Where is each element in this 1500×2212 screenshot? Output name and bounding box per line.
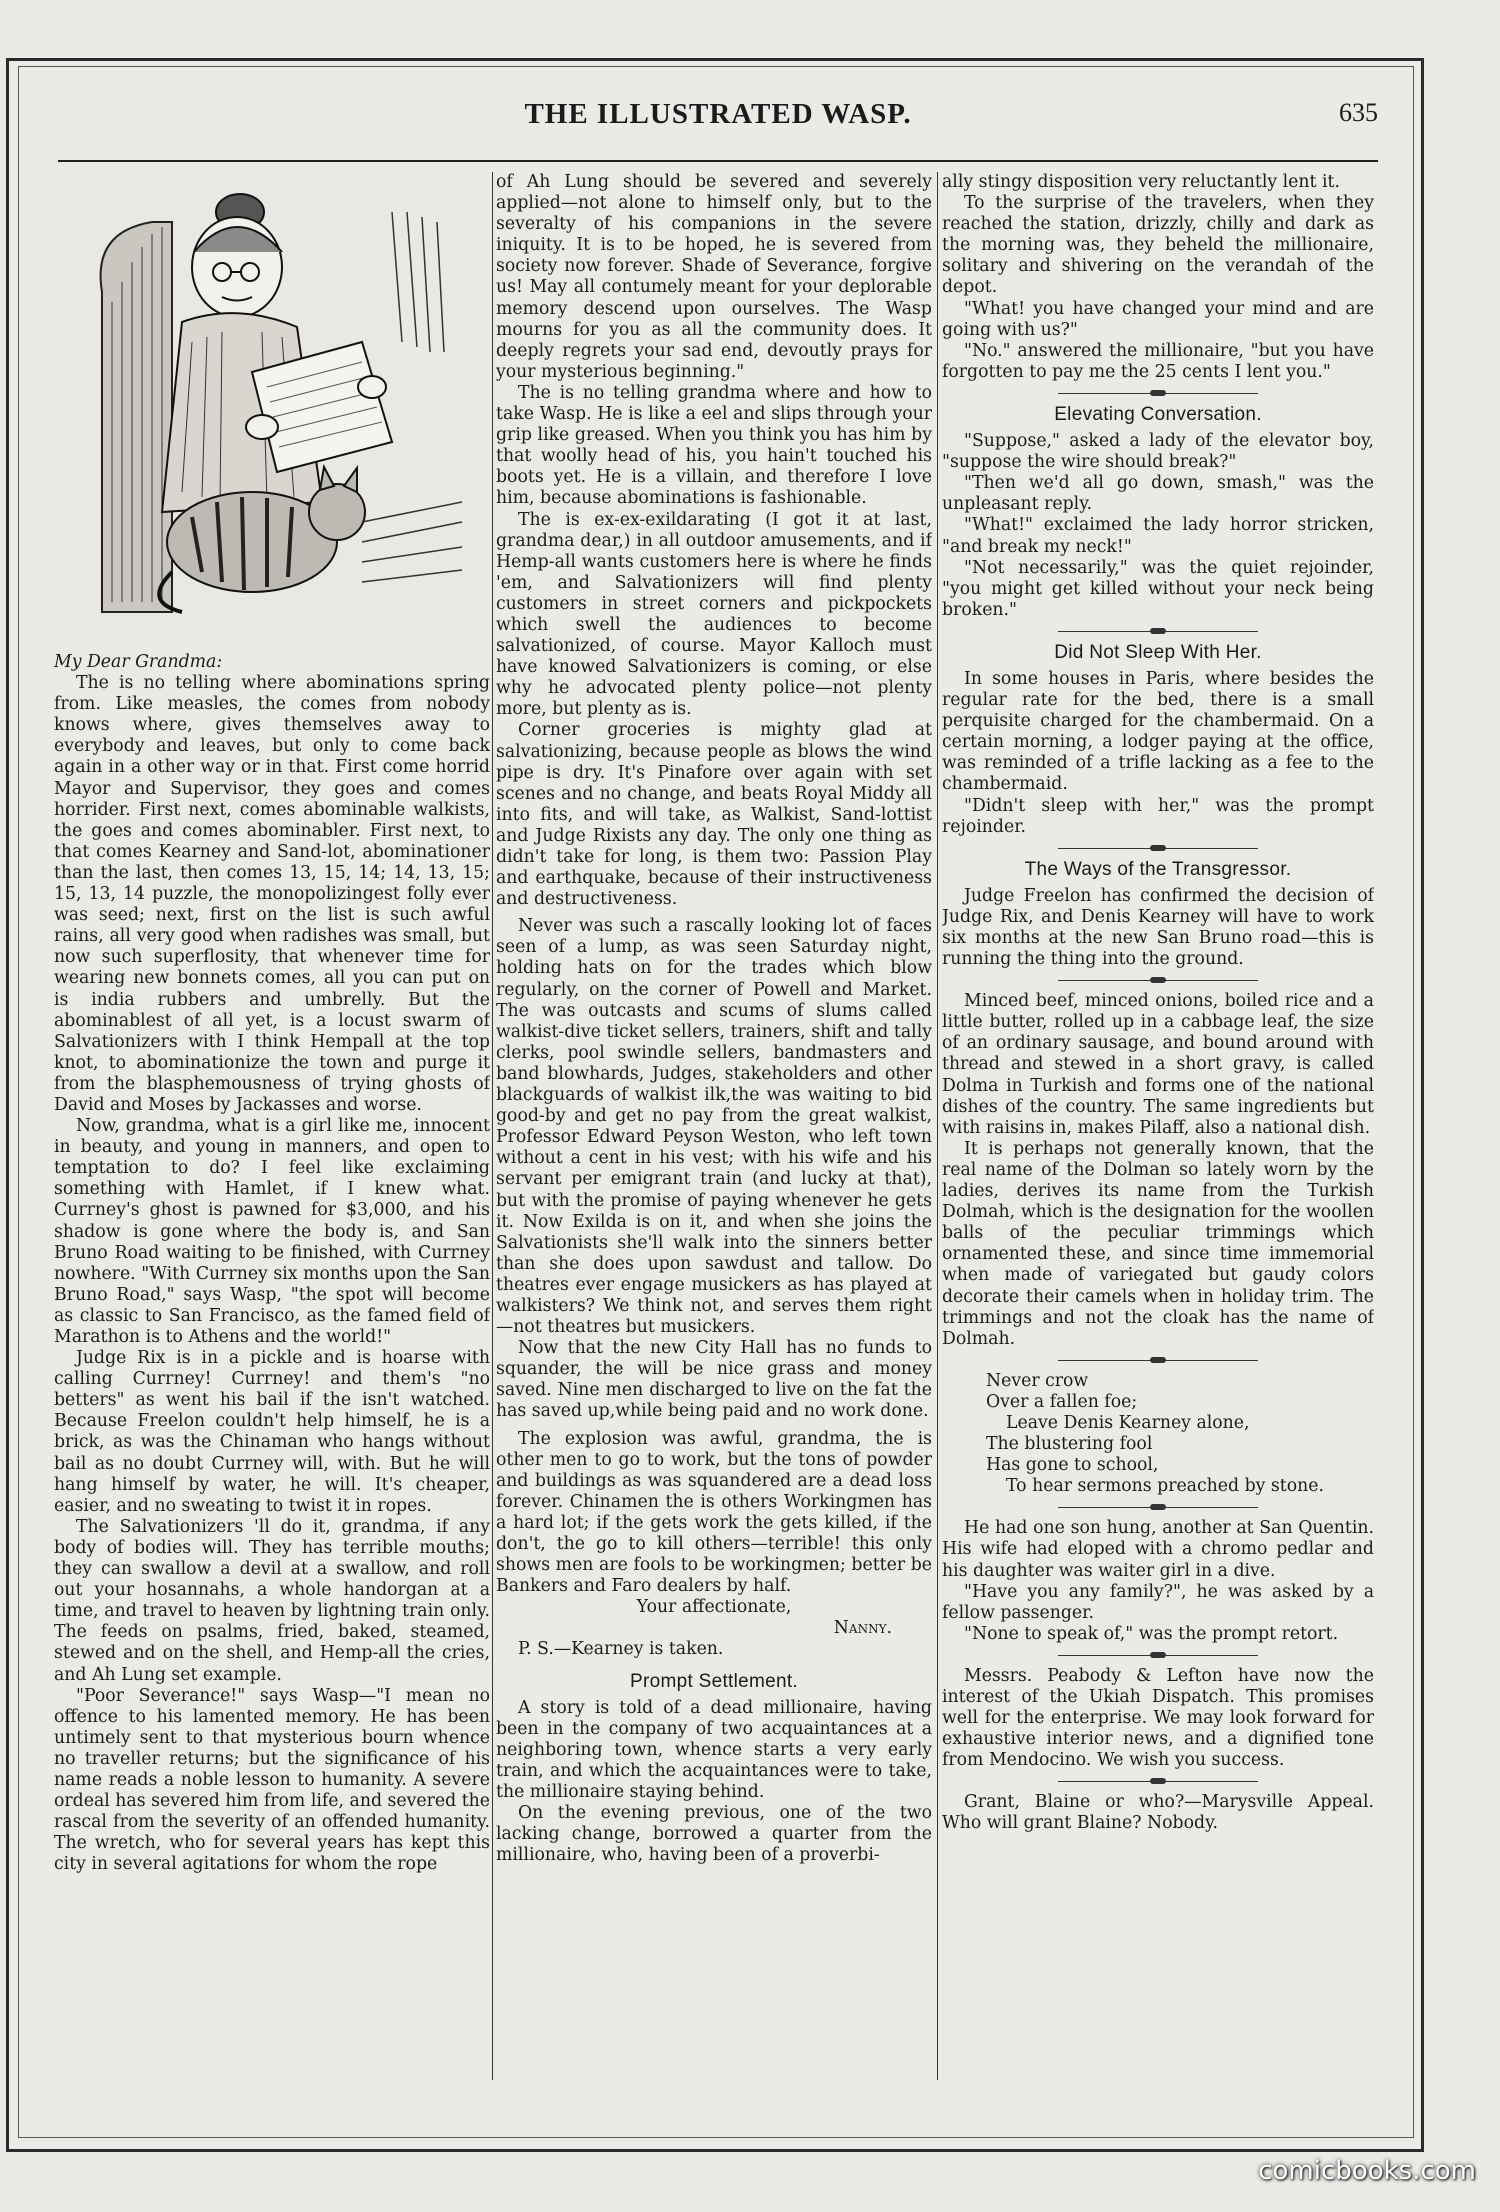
article-paragraph: "What!" exclaimed the lady horror stricken, "and break my neck!"	[942, 515, 1374, 557]
article-paragraph: The explosion was awful, grandma, the is other men to go to work, but the tons of powder and buildings as was squandered are a dead loss forever. Chinamen the is others Workingmen has a hard lot; if the gets work the gets killed, if the don't, the go to kill others—terrible! this only shows men are fools to be workingmen; better be Bankers and Faro dealers by half.	[496, 1428, 932, 1597]
publication-title: THE ILLUSTRATED WASP.	[524, 98, 912, 130]
article-paragraph: "Poor Severance!" says Wasp—"I mean no offence to his lamented memory. He has been untimely sent to that mysterious bourn whence no traveller returns; but the significance of his name reads a noble lesson to humanity. A severe ordeal has severed him from life, and severed the rascal from the severity of an offended humanity. The wretch, who for several years has kept this city in several agitations for whom the rope	[54, 1685, 490, 1875]
section-divider	[1058, 1655, 1258, 1656]
column-rule-2	[937, 172, 938, 2080]
column-1	[54, 172, 490, 2072]
section-heading-elevating: Elevating Conversation.	[1054, 403, 1262, 425]
article-paragraph: Now, grandma, what is a girl like me, innocent in beauty, and young in manners, and open to temptation to do? I feel like exclaiming something with Hamlet, if I knew what. Currney's ghost is pawned for $3,000, and his shadow is gone where the body is, and San Bruno Road waiting to be finished, with Currney nowhere. "With Currney six months upon the San Bruno Road," says Wasp, "the spot will become as classic to San Francisco, as the famed field of Marathon is to Athens and the world!"	[54, 1116, 490, 1347]
article-paragraph: Judge Rix is in a pickle and is hoarse with calling Currney! Currney! and them's "no betters" as went his bail if the isn't watched. Because Freelon couldn't help himself, he is a brick, as was the Chinaman who hangs without bail as no doubt Currney will, with. But he will hang himself by water, he will. It's cheaper, easier, and no sweating to twist it in ropes.	[54, 1348, 490, 1516]
section-divider	[1058, 980, 1258, 981]
section-heading-transgressor: The Ways of the Transgressor.	[1024, 858, 1292, 880]
column-3	[942, 172, 1374, 2072]
article-paragraph: "Suppose," asked a lady of the elevator boy, "suppose the wire should break?"	[942, 431, 1374, 473]
article-paragraph: He had one son hung, another at San Quentin. His wife had eloped with a chromo pedlar and his daughter was waiter girl in a dive.	[942, 1518, 1374, 1581]
grandma-reading-with-cat-engraving	[62, 172, 482, 642]
poem-line: Over a fallen foe;	[986, 1391, 1138, 1412]
article-paragraph: It is perhaps not generally known, that the real name of the Dolman so lately worn by the ladies, derives its name from the Turkish Dolmah, which is the designation for the woollen balls of the peculiar trimmings which ornamented these, and since time immemorial when made of variegated but gaudy colors decorate their camels when in holiday trim. The trimmings and not the cloak has the name of Dolmah.	[942, 1138, 1374, 1349]
section-divider	[1058, 1360, 1258, 1361]
letter-closing: Your affectionate,	[636, 1597, 792, 1618]
section-divider	[1058, 393, 1258, 394]
poem-line: To hear sermons preached by stone.	[1006, 1476, 1324, 1497]
article-paragraph: The is no telling grandma where and how to take Wasp. He is like a eel and slips through your grip like greased. When you think you has him by that woolly head of his, you hain't touched his boots yet. He is a villain, and therefore I love him, because abominations is fashionable.	[496, 382, 932, 509]
column-rule-1	[492, 172, 493, 2080]
article-paragraph: "No." answered the millionaire, "but you have forgotten to pay me the 25 cents I lent you."	[942, 340, 1374, 382]
article-paragraph: ally stingy disposition very reluctantly lent it.	[942, 172, 1340, 192]
article-paragraph: On the evening previous, one of the two lacking change, borrowed a quarter from the millionaire, who, having been of a proverbi-	[496, 1803, 932, 1866]
column-2	[496, 172, 932, 2072]
watermark: comicbooks.com	[1258, 2156, 1476, 2186]
article-paragraph: "None to speak of," was the prompt retort.	[964, 1623, 1339, 1644]
page-number: 635	[1339, 98, 1378, 127]
article-paragraph: Now that the new City Hall has no funds to squander, the will be nice grass and money saved. Nine men discharged to live on the fat the has saved up,while being paid and no work done.	[496, 1338, 932, 1422]
section-divider	[1058, 1507, 1258, 1508]
section-heading-prompt-settlement: Prompt Settlement.	[629, 1670, 799, 1692]
article-paragraph: In some houses in Paris, where besides the regular rate for the bed, there is a small perquisite charged for the chambermaid. On a certain morning, a lodger paying at the office, was reminded of a trifle lacking as a fee to the chambermaid.	[942, 668, 1374, 795]
article-paragraph: The is ex-ex-exildarating (I got it at last, grandma dear,) in all outdoor amusements, and if Hemp-all wants customers here is where he finds 'em, and Salvationizers will find plenty customers in street corners and pickpockets which swell the audiences to become salvationized, of course. Mayor Kalloch must have knowed Salvationizers is coming, or else why he advocated plenty police—not plenty more, but plenty as is.	[496, 509, 932, 720]
poem	[942, 1371, 1374, 1498]
article-paragraph: of Ah Lung should be severed and severely applied—not alone to himself only, but to the severalty of his companions in the severe iniquity. It is to be hoped, he is severed from society now forever. Shade of Severance, forgive us! May all contumely meant for your deplorable memory descend upon ourselves. The Wasp mourns for you as all the community does. It deeply regrets your sad end, devoutly prays for your mysterious beginning."	[496, 172, 932, 382]
article-paragraph: Never was such a rascally looking lot of faces seen of a lump, as was seen Saturday night, holding hats on for the trades which blow regularly, on the corner of Powell and Market. The was outcasts and scums of slums called walkist-dive ticket sellers, trainers, shift and tally clerks, pool swindle sellers, bandmasters and band blowhards, Judges, stakeholders and other blackguards of walkist ilk,the was waiting to bid good-by and get no pay from the great walkist, Professor Edward Peyson Weston, who left town without a cent in his vest; with his wife and his servant per emigrant train (and lucky at that), but with the promise of paying whenever he gets it. Now Exilda is on it, and when she joins the Salvationists she'll walk into the sinners better than she does upon sawdust and tallow. Do theatres ever engage musickers as has played at walkisters? We think not, and serves them right —not theatres but musickers.	[496, 916, 932, 1338]
section-divider	[1058, 631, 1258, 632]
page-header	[58, 98, 1378, 144]
article-paragraph: A story is told of a dead millionaire, having been in the company of two acquaintances at a neighboring town, whence starts a very early train, and which the acquaintances were to take, the millionaire staying behind.	[496, 1697, 932, 1803]
postscript: P. S.—Kearney is taken.	[518, 1639, 724, 1660]
article-paragraph: Minced beef, minced onions, boiled rice and a little butter, rolled up in a cabbage leaf, the size of an ordinary sausage, and bound around with thread and stewed in a short gravy, is called Dolma in Turkish and forms one of the national dishes of the country. The same ingredients but with raisins in, makes Pilaff, also a national dish.	[942, 991, 1374, 1138]
article-paragraph: "Have you any family?", he was asked by a fellow passenger.	[942, 1581, 1374, 1623]
poem-line: Has gone to school,	[986, 1455, 1159, 1476]
section-heading-sleep: Did Not Sleep With Her.	[1054, 641, 1262, 663]
section-divider	[1058, 1781, 1258, 1782]
article-paragraph: Corner groceries is mighty glad at salvationizing, because people as blows the wind pipe is dry. It's Pinafore over again with set scenes and no change, and beats Royal Middy all into fits, and will take, as Walkist, Sand-lottist and Judge Rixists any day. The only one thing as didn't take for long, is them two: Passion Play and earthquake, because of their instructiveness and destructiveness.	[496, 720, 932, 910]
article-paragraph: Grant, Blaine or who?—Marysville Appeal. Who will grant Blaine? Nobody.	[942, 1792, 1374, 1834]
article-paragraph: "Then we'd all go down, smash," was the unpleasant reply.	[942, 473, 1374, 515]
article-paragraph: The Salvationizers 'll do it, grandma, if any body of bodies will. They has terrible mouths; they can swallow a devil at a swallow, and roll out your hosannahs, a whole handorgan at a time, and travel to heaven by lightning train only. The feeds on psalms, fried, baked, steamed, stewed and on the shell, and Hemp-all the cries, and Ah Lung set example.	[54, 1516, 490, 1685]
poem-line: The blustering fool	[986, 1434, 1153, 1455]
article-paragraph: To the surprise of the travelers, when they reached the station, drizzly, chilly and dark as the morning was, they beheld the millionaire, solitary and shivering on the verandah of the depot.	[942, 193, 1374, 298]
poem-line: Leave Denis Kearney alone,	[1006, 1412, 1250, 1433]
header-rule	[58, 160, 1378, 162]
article-paragraph: "Didn't sleep with her," was the prompt rejoinder.	[942, 795, 1374, 837]
letter-signature: Nanny.	[833, 1618, 892, 1639]
article-paragraph: "Not necessarily," was the quiet rejoinder, "you might get killed without your neck being broken."	[942, 557, 1374, 620]
poem-line: Never crow	[986, 1370, 1089, 1391]
article-paragraph: "What! you have changed your mind and are going with us?"	[942, 298, 1374, 340]
article-paragraph: Messrs. Peabody & Lefton have now the interest of the Ukiah Dispatch. This promises well for the enterprise. We may look forward for exhaustive interior news, and a dignified tone from Mendocino. We wish you success.	[942, 1665, 1374, 1771]
article-paragraph: The is no telling where abominations spring from. Like measles, the comes from nobody knows where, gives themselves away to everybody and leaves, but only to come back again in a other way or in that. First come horrid Mayor and Supervisor, they goes and comes horrider. First next, comes abominable walkists, the goes and comes abominabler. First next, to that comes Kearney and Sand-lot, abominationer than the last, then comes 13, 15, 14; 14, 13, 15; 15, 13, 14 puzzle, the monopolizingest folly ever was seed; next, first on the list is such awful rains, all very good when radishes was small, but now such superflosity, that whenever time for wearing new bonnets comes, all you can put on is india rubbers and umbrelly. But the abominablest of all yet, is a locust swarm of Salvationizers with I think Hempall at the top knot, to abominationize the town and purge it from the blasphemousness of trying ghosts of David and Moses by Jackasses and worse.	[54, 673, 490, 1115]
article-paragraph: Judge Freelon has confirmed the decision of Judge Rix, and Denis Kearney will have to work six months at the new San Bruno road—this is running the thing into the ground.	[942, 885, 1374, 970]
section-divider	[1058, 848, 1258, 849]
salutation: My Dear Grandma:	[54, 652, 223, 672]
